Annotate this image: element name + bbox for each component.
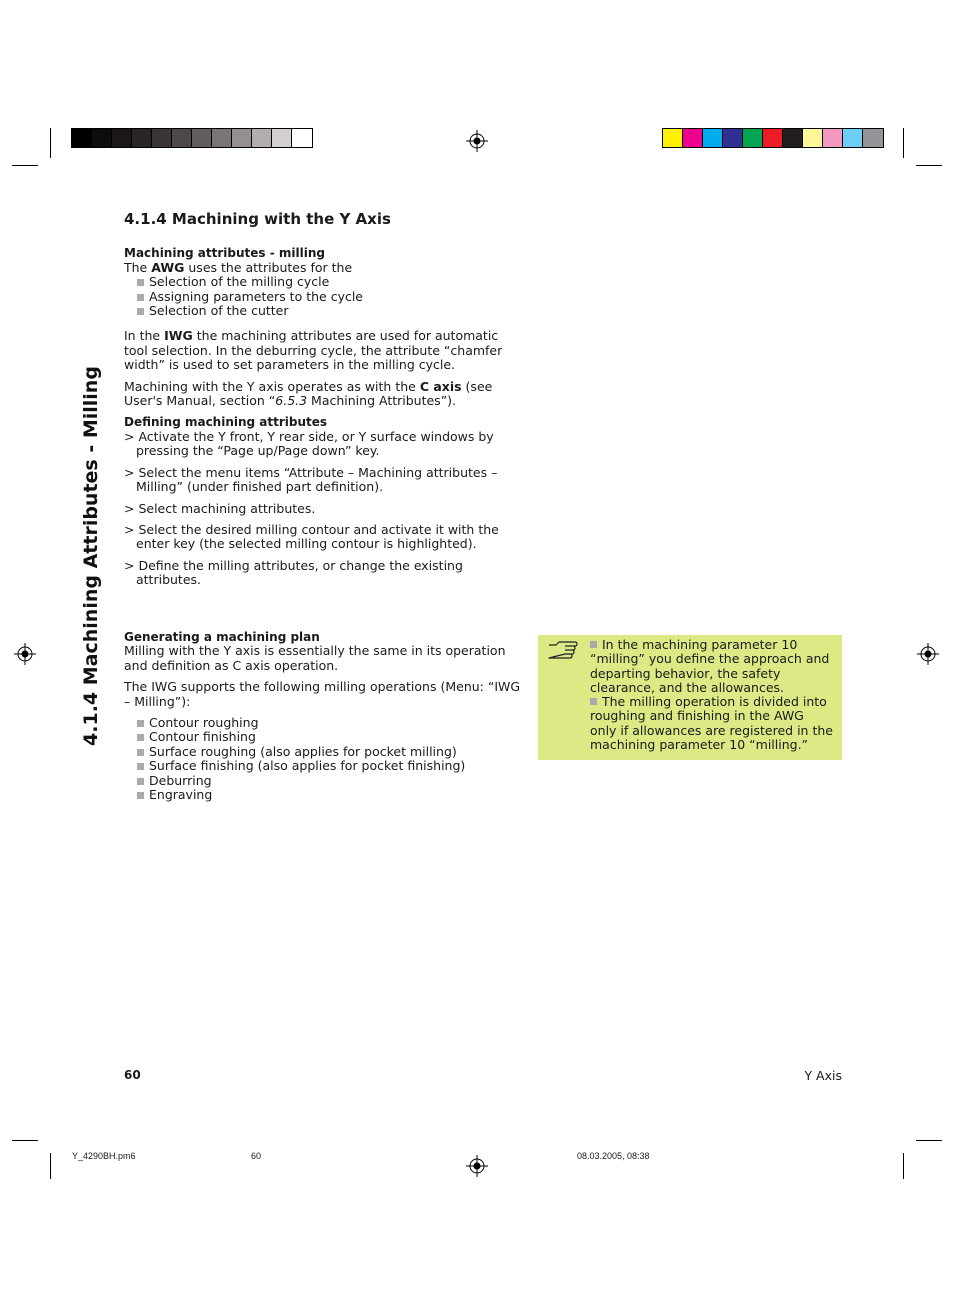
color-swatch <box>132 129 152 147</box>
list-item: Deburring <box>124 774 522 788</box>
subhead-machining-attributes: Machining attributes - milling <box>124 246 325 261</box>
list-item: Contour finishing <box>124 730 522 744</box>
running-title: Y Axis <box>804 1068 842 1083</box>
color-swatch <box>803 129 823 147</box>
color-swatch <box>843 129 863 147</box>
registration-mark-icon <box>14 643 36 665</box>
instruction-step: > Define the milling attributes, or change the existing attributes. <box>124 557 463 588</box>
list-item: Surface finishing (also applies for pocket finishing) <box>124 759 522 773</box>
slug-datetime: 08.03.2005, 08:38 <box>577 1151 650 1161</box>
section-heading: 4.1.4 Machining with the Y Axis <box>124 210 391 228</box>
crop-mark <box>903 1153 904 1179</box>
note-box <box>538 635 842 760</box>
color-swatch <box>112 129 132 147</box>
instruction-step: > Select the menu items “Attribute – Machining attributes – Milling” (under finished part definition). <box>124 464 498 495</box>
color-swatch <box>252 129 272 147</box>
paragraph: Machining with the Y axis operates as with the C axis (see User's Manual, section “6.5.3 Machining Attributes”). <box>124 378 493 409</box>
color-swatch <box>92 129 112 147</box>
color-swatch <box>663 129 683 147</box>
color-swatch <box>703 129 723 147</box>
color-swatch <box>192 129 212 147</box>
crop-mark <box>916 165 942 166</box>
list-item: Selection of the cutter <box>124 304 522 318</box>
color-swatch <box>783 129 803 147</box>
main-content <box>124 212 522 588</box>
color-swatch <box>72 129 92 147</box>
intro-text: The AWG uses the attributes for the <box>124 259 353 275</box>
side-chapter-title: 4.1.4 Machining Attributes - Milling <box>80 366 102 746</box>
slug-filename: Y_4290BH.pm6 <box>72 1151 136 1161</box>
color-swatch <box>743 129 763 147</box>
registration-mark-icon <box>466 1155 488 1177</box>
page-number: 60 <box>124 1068 141 1082</box>
color-swatch <box>723 129 743 147</box>
grayscale-color-bar <box>71 128 313 148</box>
color-swatch <box>863 129 883 147</box>
machining-plan-section <box>124 630 522 802</box>
color-swatch <box>763 129 783 147</box>
color-swatch <box>823 129 843 147</box>
color-swatch <box>292 129 312 147</box>
note-item: The milling operation is divided into roughing and finishing in the AWG only if allowances are registered in the machining parameter 10 “milling.” <box>590 694 833 753</box>
color-swatch <box>683 129 703 147</box>
paragraph: The IWG supports the following milling operations (Menu: “IWG – Milling”): <box>124 679 521 709</box>
crop-mark <box>50 128 51 158</box>
slug-page: 60 <box>251 1151 262 1161</box>
note-item: In the machining parameter 10 “milling” you define the approach and departing behavior, the safety clearance, and the allowances. <box>590 637 830 695</box>
list-item: Surface roughing (also applies for pocket milling) <box>124 745 522 759</box>
paragraph: In the IWG the machining attributes are used for automatic tool selection. In the deburring cycle, the attribute “chamfer width” is used to set parameters in the milling cycle. <box>124 328 503 373</box>
list-item: Engraving <box>124 788 522 802</box>
crop-mark <box>916 1140 942 1141</box>
pointing-hand-icon <box>547 639 579 659</box>
registration-mark-icon <box>917 643 939 665</box>
list-item: Assigning parameters to the cycle <box>124 290 522 304</box>
color-swatch <box>152 129 172 147</box>
bullet-square-icon <box>590 641 597 648</box>
color-swatch <box>172 129 192 147</box>
list-item: Selection of the milling cycle <box>124 275 522 289</box>
color-swatch <box>212 129 232 147</box>
registration-mark-icon <box>466 130 488 152</box>
bullet-square-icon <box>590 698 597 705</box>
crop-mark <box>12 165 38 166</box>
instruction-step: > Activate the Y front, Y rear side, or Y surface windows by pressing the “Page up/Page down” key. <box>124 428 494 459</box>
crop-mark <box>12 1140 38 1141</box>
instruction-step: > Select the desired milling contour and activate it with the enter key (the selected milling contour is highlighted). <box>124 521 499 552</box>
subhead-machining-plan: Generating a machining plan <box>124 630 320 644</box>
color-swatch <box>232 129 252 147</box>
paragraph: Milling with the Y axis is essentially the same in its operation and definition as C axis operation. <box>124 643 506 673</box>
list-item: Contour roughing <box>124 716 522 730</box>
instruction-step: > Select machining attributes. <box>124 500 316 516</box>
crop-mark <box>50 1153 51 1179</box>
crop-mark <box>903 128 904 158</box>
subhead-defining-attributes: Defining machining attributes <box>124 415 328 430</box>
process-color-bar <box>662 128 884 148</box>
color-swatch <box>272 129 292 147</box>
